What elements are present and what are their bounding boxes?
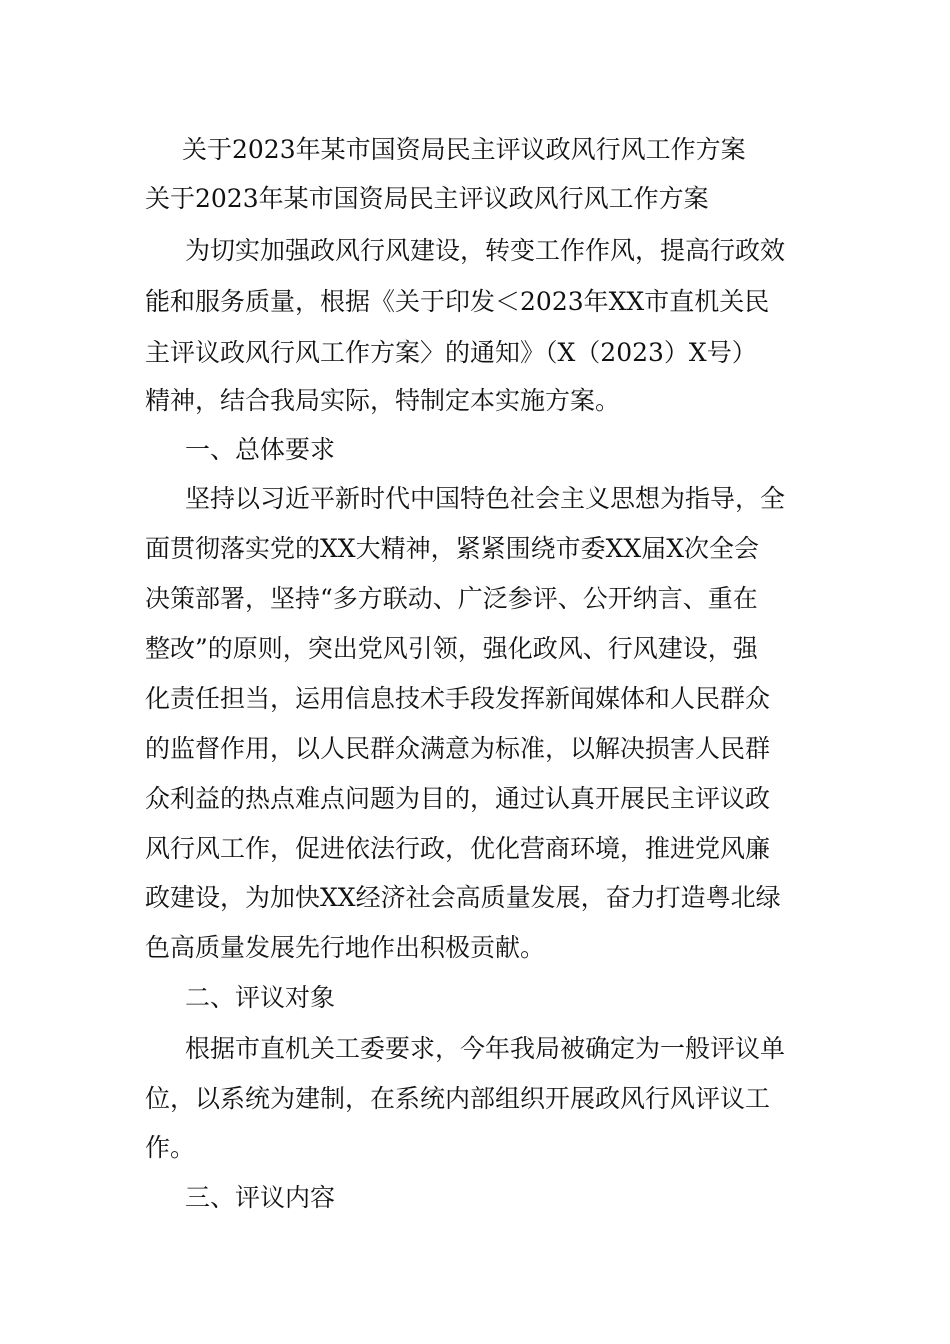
- section1-line: 化责任担当，运用信息技术手段发挥新闻媒体和人民群众: [145, 684, 771, 713]
- section1-line: 面贯彻落实党的XX大精神，紧紧围绕市委XX届X次全会: [145, 534, 759, 563]
- section1-line: 众利益的热点难点问题为目的，通过认真开展民主评议政: [145, 784, 771, 813]
- section1-line: 决策部署，坚持“多方联动、广泛参评、公开纳言、重在: [145, 584, 758, 613]
- section1-line: 色高质量发展先行地作出积极贡献。: [145, 933, 546, 962]
- section1-line: 政建设，为加快XX经济社会高质量发展，奋力打造粤北绿: [145, 883, 781, 912]
- section1-line: 整改”的原则，突出党风引领，强化政风、行风建设，强: [145, 634, 758, 663]
- section2-line: 位，以系统为建制，在系统内部组织开展政风行风评议工: [145, 1084, 771, 1113]
- section1-line: 的监督作用，以人民群众满意为标准，以解决损害人民群: [145, 734, 771, 763]
- intro-line: 能和服务质量，根据《关于印发＜2023年XX市直机关民: [145, 287, 770, 316]
- intro-line: 主评议政风行风工作方案〉的通知》（X（2023）X号）: [145, 338, 757, 367]
- section-heading-1: 一、总体要求: [185, 435, 336, 464]
- section-heading-2: 二、评议对象: [185, 983, 336, 1012]
- section2-line: 根据市直机关工委要求，今年我局被确定为一般评议单: [185, 1034, 786, 1063]
- section1-line: 风行风工作，促进依法行政，优化营商环境，推进党风廉: [145, 834, 771, 863]
- intro-line: 精神，结合我局实际，特制定本实施方案。: [145, 386, 621, 415]
- document-title-line-2: 关于2023年某市国资局民主评议政风行风工作方案: [145, 184, 709, 213]
- document-title-line-1: 关于2023年某市国资局民主评议政风行风工作方案: [182, 135, 746, 164]
- intro-line: 为切实加强政风行风建设，转变工作作风，提高行政效: [185, 236, 786, 265]
- section1-line: 坚持以习近平新时代中国特色社会主义思想为指导，全: [185, 484, 786, 513]
- section-heading-3: 三、评议内容: [185, 1183, 336, 1212]
- section2-line: 作。: [145, 1133, 196, 1162]
